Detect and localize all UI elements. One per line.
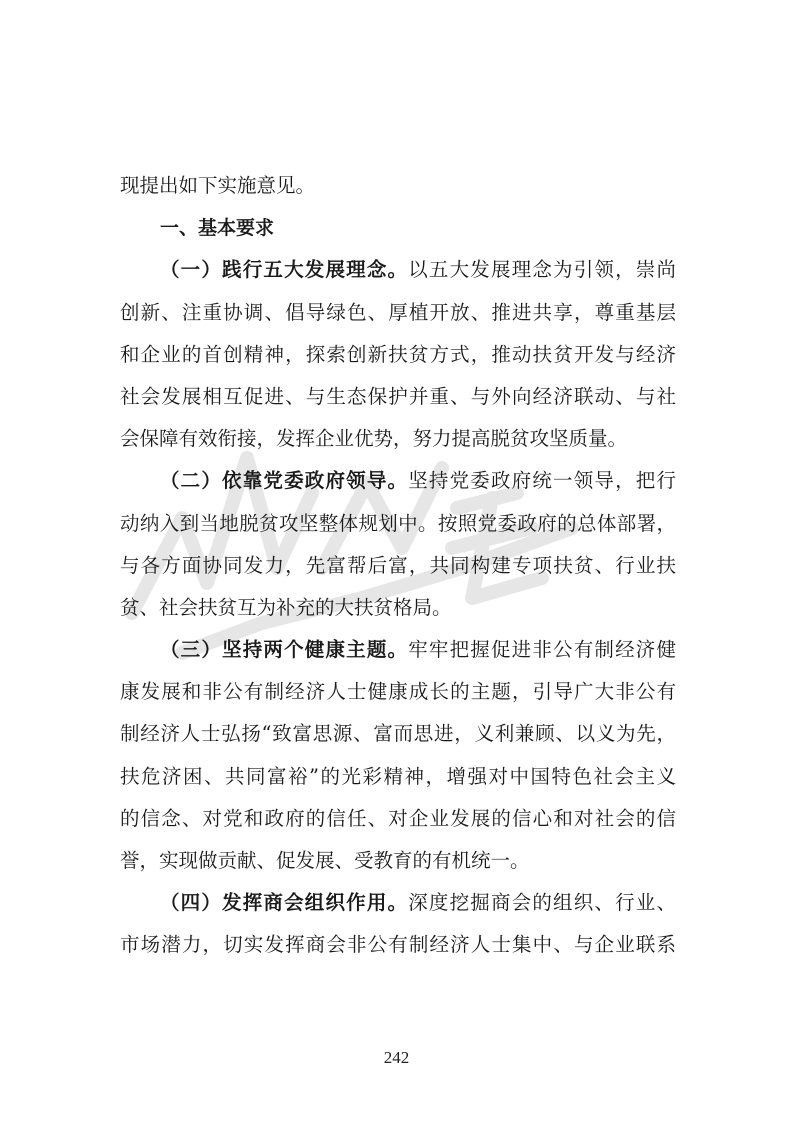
paragraph-title: （三）坚持两个健康主题。 bbox=[160, 638, 409, 662]
text-segment: 牢牢把握促进非公有制经济健 bbox=[408, 638, 676, 662]
text-segment: 以五大发展理念为引领，崇尚 bbox=[408, 258, 676, 282]
paragraph-title: （一）践行五大发展理念。 bbox=[160, 258, 409, 282]
text-line: 动纳入到当地脱贫攻坚整体规划中。按照党委政府的总体部署， bbox=[120, 511, 676, 535]
paragraph-title: （二）依靠党委政府领导。 bbox=[160, 469, 409, 493]
text-line: 与各方面协同发力，先富帮后富，共同构建专项扶贫、行业扶 bbox=[120, 553, 676, 577]
text-line: 誉，实现做贡献、促发展、受教育的有机统一。 bbox=[120, 849, 530, 872]
text-line: 市场潜力，切实发挥商会非公有制经济人士集中、与企业联系 bbox=[120, 933, 676, 957]
text-line: 社会发展相互促进、与生态保护并重、与外向经济联动、与社 bbox=[120, 384, 676, 408]
paragraph-first-line bbox=[120, 249, 676, 291]
text-line: 的信念、对党和政府的信任、对企业发展的信心和对社会的信 bbox=[120, 806, 676, 830]
section-heading: 一、基本要求 bbox=[160, 217, 275, 240]
text-line: 会保障有效衔接，发挥企业优势，努力提高脱贫攻坚质量。 bbox=[120, 427, 628, 451]
page-number: 242 bbox=[383, 1048, 410, 1067]
text-segment: 深度挖掘商会的组织、行业、 bbox=[408, 891, 676, 915]
text-line: 和企业的首创精神，探索创新扶贫方式，推动扶贫开发与经济 bbox=[120, 342, 676, 366]
paragraph-first-line bbox=[120, 882, 676, 924]
text-line: 现提出如下实施意见。 bbox=[120, 174, 316, 197]
paragraph-first-line bbox=[120, 460, 676, 502]
text-line: 扶危济困、共同富裕”的光彩精神，增强对中国特色社会主义 bbox=[120, 764, 676, 788]
text-line: 康发展和非公有制经济人士健康成长的主题，引导广大非公有 bbox=[120, 680, 676, 704]
text-line: 制经济人士弘扬“致富思源、富而思进，义利兼顾、以义为先， bbox=[120, 722, 676, 746]
text-line: 贫、社会扶贫互为补充的大扶贫格局。 bbox=[120, 595, 452, 619]
text-line: 创新、注重协调、倡导绿色、厚植开放、推进共享，尊重基层 bbox=[120, 300, 676, 324]
body-text bbox=[120, 165, 676, 967]
paragraph-title: （四）发挥商会组织作用。 bbox=[160, 891, 409, 915]
paragraph-first-line bbox=[120, 629, 676, 671]
text-segment: 坚持党委政府统一领导，把行 bbox=[408, 469, 676, 493]
